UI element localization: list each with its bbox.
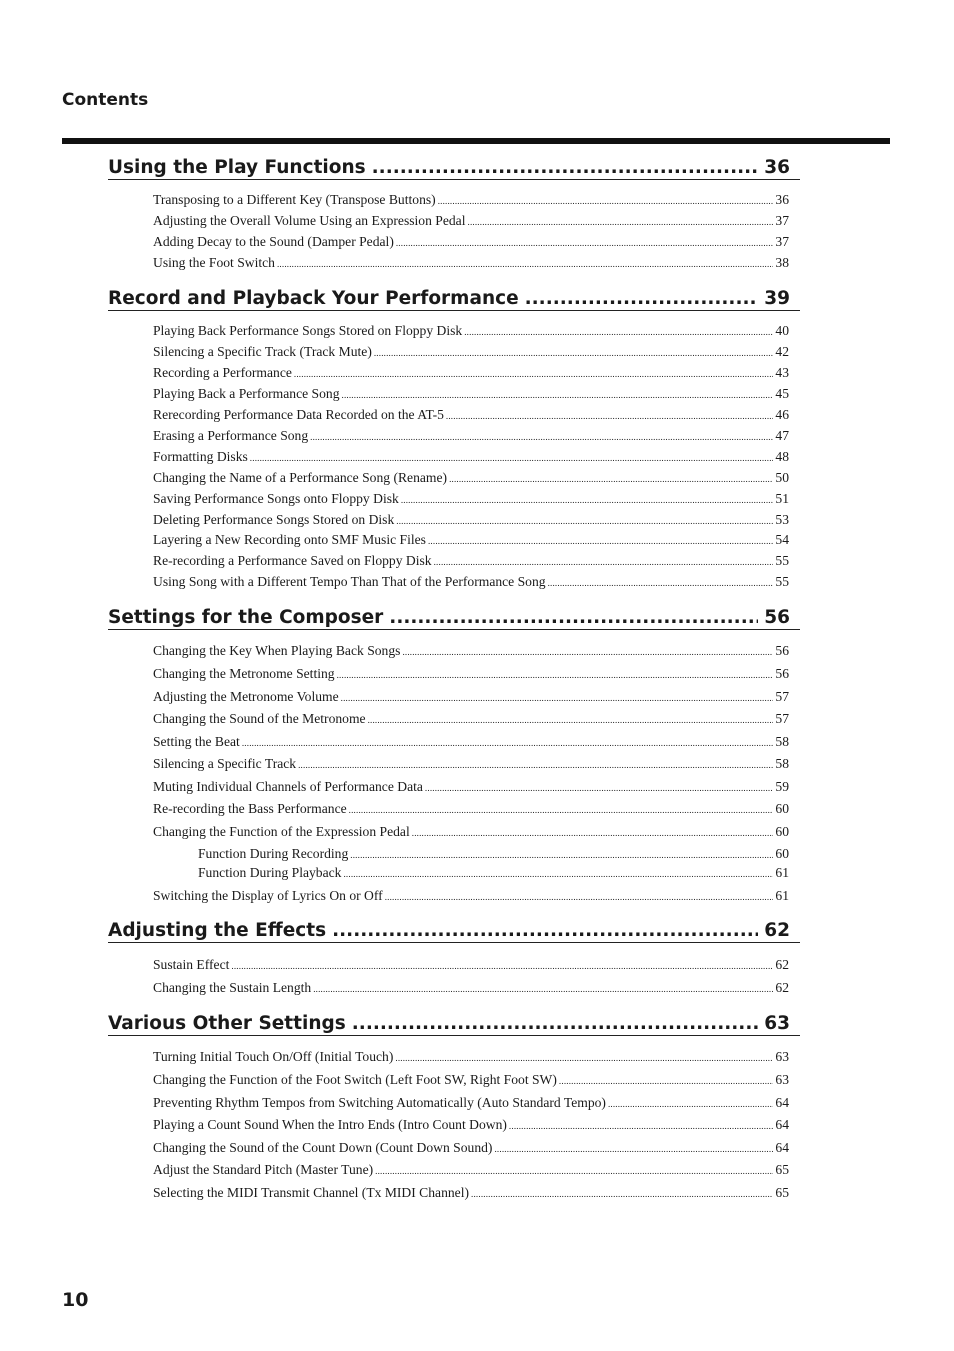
entry-page-number: 47 <box>775 428 789 443</box>
toc-entry[interactable] <box>153 428 789 446</box>
dot-leader <box>313 984 773 994</box>
dot-leader <box>231 961 773 971</box>
toc-entry[interactable] <box>153 1140 789 1158</box>
entry-page-number: 55 <box>775 574 789 589</box>
entry-page-number: 56 <box>775 666 789 681</box>
entry-title: Changing the Sound of the Metronome <box>153 711 366 726</box>
entry-page-number: 61 <box>775 888 789 903</box>
entry-title: Erasing a Performance Song <box>153 428 309 443</box>
toc-entry[interactable] <box>153 980 789 998</box>
entry-page-number: 42 <box>775 344 789 359</box>
toc-entry[interactable] <box>153 1049 789 1067</box>
toc-entry[interactable] <box>153 689 789 707</box>
entry-title: Silencing a Specific Track <box>153 756 297 771</box>
entry-title: Silencing a Specific Track (Track Mute) <box>153 344 372 359</box>
dot-leader <box>242 738 774 748</box>
entry-title: Changing the Function of the Expression Pedal <box>153 824 410 839</box>
entry-title: Setting the Beat <box>153 734 240 749</box>
entry-title: Sustain Effect <box>153 957 230 972</box>
dot-leader <box>401 495 774 505</box>
dot-leader <box>471 1189 773 1199</box>
entry-title: Using Song with a Different Tempo Than That of the Performance Song <box>153 574 546 589</box>
section-page-number: 63 <box>764 1013 790 1034</box>
toc-entry[interactable] <box>153 192 789 210</box>
entry-page-number: 65 <box>775 1162 789 1177</box>
entry-page-number: 57 <box>775 711 789 726</box>
entry-title: Preventing Rhythm Tempos from Switching Automatically (Auto Standard Tempo) <box>153 1095 606 1110</box>
entry-title: Turning Initial Touch On/Off (Initial Touch) <box>153 1049 394 1064</box>
entry-title: Function During Playback <box>198 865 342 880</box>
section-heading[interactable] <box>108 286 800 311</box>
entry-title: Playing a Count Sound When the Intro Ends (Intro Count Down) <box>153 1117 507 1132</box>
entry-page-number: 57 <box>775 689 789 704</box>
entry-page-number: 50 <box>775 470 789 485</box>
entry-page-number: 64 <box>775 1095 789 1110</box>
section-page-number: 39 <box>764 288 790 309</box>
dot-leader <box>385 892 774 902</box>
entry-page-number: 37 <box>775 234 789 249</box>
entry-page-number: 58 <box>775 734 789 749</box>
section-heading[interactable] <box>108 605 800 630</box>
dot-leader <box>310 432 773 442</box>
entry-page-number: 60 <box>775 801 789 816</box>
section-title: Adjusting the Effects <box>108 920 327 941</box>
entry-page-number: 40 <box>775 323 789 338</box>
dot-leader <box>559 1076 773 1086</box>
entry-title: Changing the Function of the Foot Switch (Left Foot SW, Right Foot SW) <box>153 1072 557 1087</box>
entry-title: Adjusting the Metronome Volume <box>153 689 339 704</box>
section-title: Settings for the Composer <box>108 607 384 628</box>
toc-entry[interactable] <box>153 1072 789 1090</box>
dot-leader <box>375 1166 773 1176</box>
toc-entry[interactable] <box>153 213 789 231</box>
toc-entry[interactable] <box>153 574 789 592</box>
entry-title: Re-recording a Performance Saved on Floppy Disk <box>153 553 432 568</box>
toc-entry[interactable] <box>153 386 789 404</box>
dot-leader <box>352 1013 758 1035</box>
dot-leader <box>294 369 774 379</box>
dot-leader <box>332 920 758 942</box>
toc-entry[interactable] <box>153 532 789 550</box>
entry-title: Playing Back a Performance Song <box>153 386 340 401</box>
entry-page-number: 51 <box>775 491 789 506</box>
dot-leader <box>396 516 773 526</box>
entry-page-number: 46 <box>775 407 789 422</box>
entry-title: Selecting the MIDI Transmit Channel (Tx MIDI Channel) <box>153 1185 470 1200</box>
entry-page-number: 55 <box>775 553 789 568</box>
entry-page-number: 38 <box>775 255 789 270</box>
dot-leader <box>343 869 773 879</box>
entry-page-number: 37 <box>775 213 789 228</box>
toc-subentry[interactable] <box>198 846 789 864</box>
dot-leader <box>446 411 774 421</box>
entry-title: Recording a Performance <box>153 365 292 380</box>
dot-leader <box>396 238 774 248</box>
entry-page-number: 62 <box>775 957 789 972</box>
toc-subentry[interactable] <box>198 865 789 883</box>
section-page-number: 56 <box>764 607 790 628</box>
entry-title: Changing the Metronome Setting <box>153 666 335 681</box>
entry-page-number: 45 <box>775 386 789 401</box>
entry-title: Playing Back Performance Songs Stored on Floppy Disk <box>153 323 463 338</box>
entry-page-number: 64 <box>775 1117 789 1132</box>
entry-title: Adding Decay to the Sound (Damper Pedal) <box>153 234 394 249</box>
dot-leader <box>337 670 774 680</box>
entry-title: Switching the Display of Lyrics On or Off <box>153 888 383 903</box>
dot-leader <box>349 805 774 815</box>
entry-title: Muting Individual Channels of Performance Data <box>153 779 423 794</box>
dot-leader <box>368 715 774 725</box>
entry-title: Rerecording Performance Data Recorded on the AT-5 <box>153 407 444 422</box>
toc-entry[interactable] <box>153 449 789 467</box>
section-heading[interactable] <box>108 918 800 943</box>
toc-entry[interactable] <box>153 234 789 252</box>
toc-entry[interactable] <box>153 365 789 383</box>
entry-page-number: 65 <box>775 1185 789 1200</box>
toc-entry[interactable] <box>153 824 789 842</box>
dot-leader <box>468 217 774 227</box>
entry-page-number: 43 <box>775 365 789 380</box>
entry-title: Function During Recording <box>198 846 349 861</box>
dot-leader <box>250 453 774 463</box>
toc-entry[interactable] <box>153 957 789 975</box>
contents-header: Contents <box>62 90 149 110</box>
entry-title: Changing the Sound of the Count Down (Count Down Sound) <box>153 1140 493 1155</box>
toc-entry[interactable] <box>153 888 789 906</box>
page-number: 10 <box>62 1289 89 1311</box>
toc-entry[interactable] <box>153 470 789 488</box>
entry-page-number: 36 <box>775 192 789 207</box>
entry-title: Changing the Sustain Length <box>153 980 312 995</box>
dot-leader <box>277 259 773 269</box>
toc-entry[interactable] <box>153 323 789 341</box>
toc-entry[interactable] <box>153 1162 789 1180</box>
entry-page-number: 60 <box>775 846 789 861</box>
toc-entry[interactable] <box>153 512 789 530</box>
dot-leader <box>350 850 773 860</box>
entry-title: Deleting Performance Songs Stored on Disk <box>153 512 395 527</box>
toc-entry[interactable] <box>153 643 789 661</box>
dot-leader <box>548 578 774 588</box>
section-title: Various Other Settings <box>108 1013 346 1034</box>
entry-page-number: 54 <box>775 532 789 547</box>
dot-leader <box>438 196 774 206</box>
entry-page-number: 64 <box>775 1140 789 1155</box>
dot-leader <box>509 1121 773 1131</box>
entry-page-number: 58 <box>775 756 789 771</box>
dot-leader <box>372 157 759 179</box>
toc-entry[interactable] <box>153 255 789 273</box>
section-page-number: 36 <box>764 157 790 178</box>
entry-page-number: 60 <box>775 824 789 839</box>
entry-page-number: 59 <box>775 779 789 794</box>
dot-leader <box>425 783 773 793</box>
entry-page-number: 56 <box>775 643 789 658</box>
section-title: Using the Play Functions <box>108 157 366 178</box>
section-heading[interactable] <box>108 1011 800 1036</box>
toc-entry[interactable] <box>153 553 789 571</box>
toc-entry[interactable] <box>153 407 789 425</box>
dot-leader <box>374 348 774 358</box>
entry-page-number: 48 <box>775 449 789 464</box>
dot-leader <box>342 390 774 400</box>
entry-title: Layering a New Recording onto SMF Music Files <box>153 532 426 547</box>
toc-entry[interactable] <box>153 491 789 509</box>
toc-entry[interactable] <box>153 1185 789 1203</box>
section-page-number: 62 <box>764 920 790 941</box>
dot-leader <box>402 647 773 657</box>
entry-title: Changing the Name of a Performance Song (Rename) <box>153 470 448 485</box>
dot-leader <box>428 536 773 546</box>
toc-entry[interactable] <box>153 779 789 797</box>
toc-entry[interactable] <box>153 711 789 729</box>
section-heading[interactable] <box>108 155 800 180</box>
entry-title: Re-recording the Bass Performance <box>153 801 347 816</box>
toc-entry[interactable] <box>153 801 789 819</box>
dot-leader <box>298 760 773 770</box>
toc-entry[interactable] <box>153 344 789 362</box>
dot-leader <box>494 1144 773 1154</box>
toc-entry[interactable] <box>153 1095 789 1113</box>
entry-title: Transposing to a Different Key (Transpose Buttons) <box>153 192 436 207</box>
dot-leader <box>464 327 773 337</box>
toc-entry[interactable] <box>153 734 789 752</box>
entry-page-number: 63 <box>775 1072 789 1087</box>
entry-page-number: 62 <box>775 980 789 995</box>
dot-leader <box>395 1053 773 1063</box>
entry-page-number: 53 <box>775 512 789 527</box>
entry-page-number: 63 <box>775 1049 789 1064</box>
entry-title: Saving Performance Songs onto Floppy Disk <box>153 491 399 506</box>
dot-leader <box>434 557 774 567</box>
entry-title: Using the Foot Switch <box>153 255 275 270</box>
entry-title: Adjust the Standard Pitch (Master Tune) <box>153 1162 374 1177</box>
entry-title: Adjusting the Overall Volume Using an Expression Pedal <box>153 213 466 228</box>
header-rule <box>62 138 890 144</box>
entry-title: Formatting Disks <box>153 449 248 464</box>
entry-title: Changing the Key When Playing Back Songs <box>153 643 401 658</box>
toc-entry[interactable] <box>153 666 789 684</box>
dot-leader <box>449 474 773 484</box>
dot-leader <box>608 1099 773 1109</box>
section-title: Record and Playback Your Performance <box>108 288 519 309</box>
toc-entry[interactable] <box>153 756 789 774</box>
dot-leader <box>341 693 774 703</box>
dot-leader <box>412 828 774 838</box>
dot-leader <box>525 288 759 310</box>
entry-page-number: 61 <box>775 865 789 880</box>
dot-leader <box>389 607 758 629</box>
toc-entry[interactable] <box>153 1117 789 1135</box>
